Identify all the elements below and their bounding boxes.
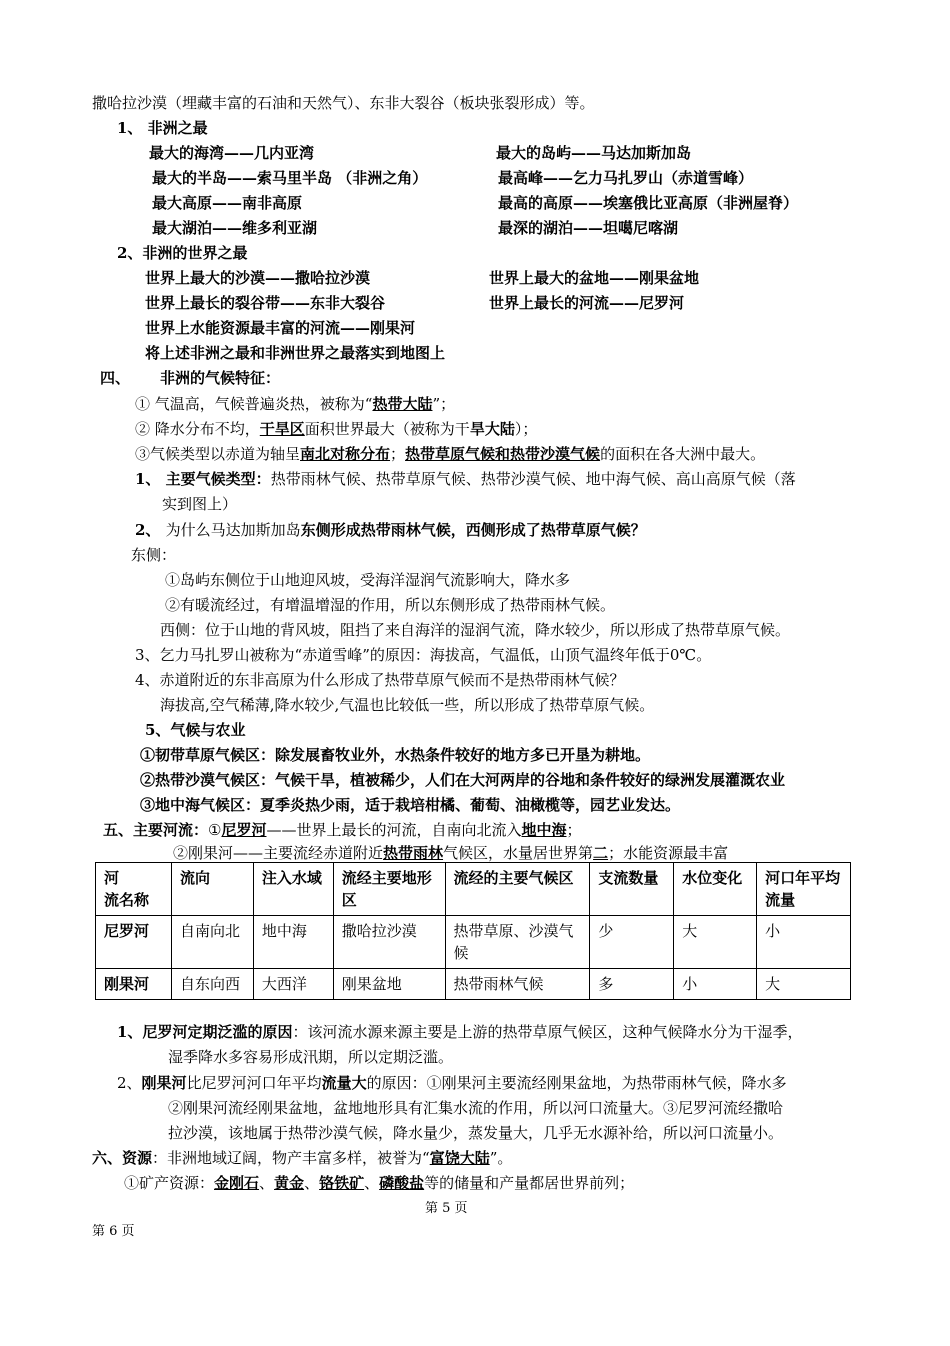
table-header: 支流数量 xyxy=(590,863,674,916)
agri-1: ①韧带草原气候区：除发展畜牧业外，水热条件较好的地方多已开垦为耕地。 xyxy=(140,746,651,764)
table-cell: 刚果河 xyxy=(96,969,172,1000)
river-reason-1: 1、尼罗河定期泛滥的原因：该河流水源来源主要是上游的热带草原气候区，这种气候降水分为干湿季， xyxy=(117,1023,803,1041)
page-number-left: 第 6 页 xyxy=(92,1224,135,1239)
river-reason-1-cont: 湿季降水多容易形成汛期，所以定期泛滥。 xyxy=(168,1048,454,1066)
agri-heading: 5、气候与农业 xyxy=(145,721,246,739)
east-reason-1: ①岛屿东侧位于山地迎风坡，受海洋湿润气流影响大，降水多 xyxy=(165,571,571,589)
table-header: 流向 xyxy=(171,863,253,916)
climate-point-1: ① 气温高，气候普遍炎热，被称为“热带大陆”； xyxy=(135,395,456,413)
world-record: 世界上最长的河流——尼罗河 xyxy=(489,294,685,312)
minerals-line: ①矿产资源：金刚石、黄金、铬铁矿、磷酸盐等的储量和产量都居世界前列； xyxy=(124,1174,635,1192)
climate-q4-answer: 海拔高,空气稀薄,降水较少,气温也比较低一些，所以形成了热带草原气候。 xyxy=(160,696,655,714)
world-record: 将上述非洲之最和非洲世界之最落实到地图上 xyxy=(145,344,446,362)
table-header: 流经主要地形区 xyxy=(333,863,445,916)
table-cell: 自南向北 xyxy=(171,916,253,969)
table-cell: 自东向西 xyxy=(171,969,253,1000)
agri-3: ③地中海气候区：夏季炎热少雨，适于栽培柑橘、葡萄、油橄榄等，园艺业发达。 xyxy=(140,796,681,814)
world-record: 世界上水能资源最丰富的河流——刚果河 xyxy=(145,319,416,337)
table-row xyxy=(96,916,851,969)
table-cell: 小 xyxy=(674,969,757,1000)
climate-q3: 3、乞力马扎罗山被称为“赤道雪峰”的原因：海拔高，气温低，山顶气温终年低于0℃。 xyxy=(135,646,712,664)
intro-line: 撒哈拉沙漠（埋藏丰富的石油和天然气）、东非大裂谷（板块张裂形成）等。 xyxy=(92,94,595,112)
table-header: 注入水域 xyxy=(253,863,333,916)
section-1-heading: 1、 非洲之最 xyxy=(117,119,208,137)
table-cell: 热带雨林气候 xyxy=(445,969,590,1000)
table-header: 河口年平均流量 xyxy=(757,863,851,916)
table-header-row xyxy=(96,863,851,916)
agri-2: ②热带沙漠气候区：气候干旱，植被稀少，人们在大河两岸的谷地和条件较好的绿洲发展灌溉农业 xyxy=(140,771,786,789)
river-reason-2: 2、刚果河比尼罗河河口年平均流量大的原因：①刚果河主要流经刚果盆地，为热带雨林气候，降水多 xyxy=(117,1074,787,1092)
world-record: 世界上最长的裂谷带——东非大裂谷 xyxy=(145,294,386,312)
climate-heading: 非洲的气候特征： xyxy=(160,369,281,387)
climate-q2: 2、 为什么马达加斯加岛东侧形成热带雨林气候，西侧形成了热带草原气候？ xyxy=(135,521,646,539)
table-cell: 撒哈拉沙漠 xyxy=(333,916,445,969)
east-label: 东侧： xyxy=(131,546,177,564)
table-cell: 大西洋 xyxy=(253,969,333,1000)
africa-record: 最大湖泊——维多利亚湖 xyxy=(152,219,318,237)
river-reason-2-cont2: 拉沙漠，该地属于热带沙漠气候，降水量少，蒸发量大，几乎无水源补给，所以河口流量小。 xyxy=(168,1124,784,1142)
climate-q1-cont: 实到图上） xyxy=(162,495,238,513)
climate-q4: 4、赤道附近的东非高原为什么形成了热带草原气候而不是热带雨林气候？ xyxy=(135,671,625,689)
resources-line: 六、资源：非洲地域辽阔，物产丰富多样，被誉为“富饶大陆”。 xyxy=(92,1149,513,1167)
rivers-line-2: ②刚果河——主要流经赤道附近热带雨林气候区，水量居世界第二；水能资源最丰富 xyxy=(173,844,729,862)
africa-record: 最高峰——乞力马扎罗山（赤道雪峰） xyxy=(498,169,754,187)
africa-record: 最深的湖泊——坦噶尼喀湖 xyxy=(498,219,679,237)
east-reason-2: ②有暖流经过，有增温增湿的作用，所以东侧形成了热带雨林气候。 xyxy=(165,596,616,614)
table-cell: 少 xyxy=(590,916,674,969)
section-2-heading: 2、非洲的世界之最 xyxy=(117,244,248,262)
table-cell: 大 xyxy=(757,969,851,1000)
table-cell: 刚果盆地 xyxy=(333,969,445,1000)
table-cell: 地中海 xyxy=(253,916,333,969)
table-row xyxy=(96,969,851,1000)
climate-point-2: ② 降水分布不均，干旱区面积世界最大（被称为干旱大陆）； xyxy=(135,420,538,438)
world-record: 世界上最大的沙漠——撒哈拉沙漠 xyxy=(145,269,371,287)
table-cell: 热带草原、沙漠气候 xyxy=(445,916,590,969)
rivers-table xyxy=(95,862,851,1000)
climate-point-3: ③气候类型以赤道为轴呈南北对称分布；热带草原气候和热带沙漠气候的面积在各大洲中最大。 xyxy=(135,445,766,463)
africa-record: 最大的海湾——几内亚湾 xyxy=(149,144,315,162)
africa-record: 最高的高原——埃塞俄比亚高原（非洲屋脊） xyxy=(498,194,799,212)
table-cell: 尼罗河 xyxy=(96,916,172,969)
table-header: 水位变化 xyxy=(674,863,757,916)
table-header: 流经的主要气候区 xyxy=(445,863,590,916)
west-reason: 西侧：位于山地的背风坡，阻挡了来自海洋的湿润气流，降水较少，所以形成了热带草原气候。 xyxy=(160,621,791,639)
table-cell: 多 xyxy=(590,969,674,1000)
climate-q1: 1、 主要气候类型：热带雨林气候、热带草原气候、热带沙漠气候、地中海气候、高山高原气候（落 xyxy=(135,470,796,488)
river-reason-2-cont1: ②刚果河流经刚果盆地，盆地地形具有汇集水流的作用，所以河口流量大。③尼罗河流经撒哈 xyxy=(168,1099,784,1117)
africa-record: 最大高原——南非高原 xyxy=(152,194,303,212)
africa-record: 最大的岛屿——马达加斯加岛 xyxy=(496,144,692,162)
climate-heading-num: 四、 xyxy=(100,369,131,387)
table-header: 河 流名称 xyxy=(96,863,172,916)
table-cell: 大 xyxy=(674,916,757,969)
world-record: 世界上最大的盆地——刚果盆地 xyxy=(489,269,700,287)
rivers-line-1: 五、主要河流：①尼罗河——世界上最长的河流，自南向北流入地中海； xyxy=(103,821,582,839)
table-cell: 小 xyxy=(757,916,851,969)
africa-record: 最大的半岛——索马里半岛 （非洲之角） xyxy=(152,169,428,187)
page-number: 第 5 页 xyxy=(425,1201,468,1216)
